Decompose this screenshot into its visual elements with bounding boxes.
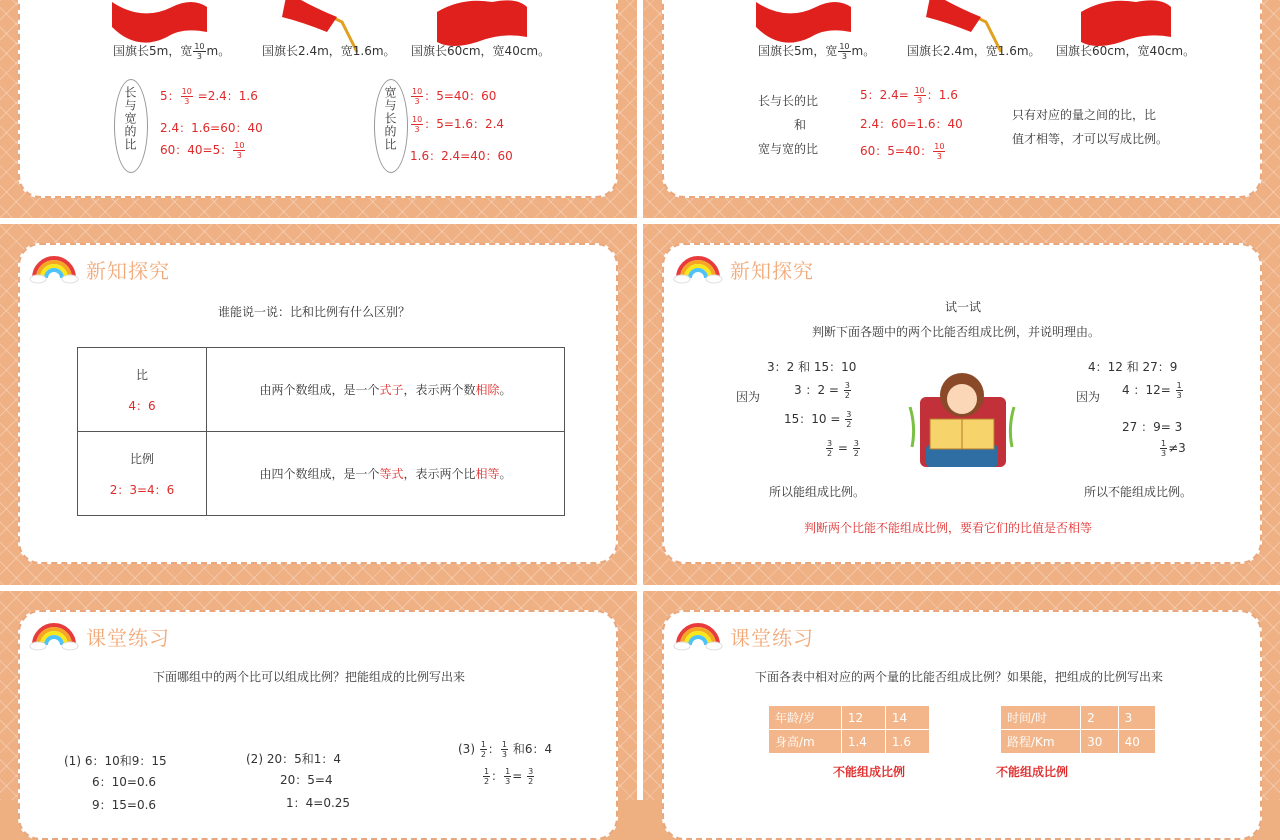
slide-header [674, 251, 814, 287]
length-width-ratio-label: 长与宽的比 [123, 86, 137, 151]
exercise-1-step-2: 9：15=0.6 [92, 798, 157, 812]
table-row [1001, 706, 1156, 730]
label-long-long: 长与长的比 [758, 94, 819, 108]
ratio-eq-4: $\frac{10}{3}$ ：5=40：60 [412, 87, 497, 106]
flag-caption-2: 国旗长2.4m，宽1.6m。 [262, 44, 396, 58]
note-line-2: 值才相等，才可以写成比例。 [1012, 132, 1169, 146]
subtitle: 试一试 [945, 300, 982, 314]
ratio-eq-6: 1.6：2.4=40：60 [410, 149, 513, 163]
table-row [769, 730, 930, 754]
flag-caption-1: 国旗长5m，宽 $\frac{10}{3}$ m。 [113, 42, 231, 61]
key-tip: 判断两个比能不能组成比例，要看它们的比值是否相等 [804, 521, 1093, 535]
age-height-table [768, 705, 930, 754]
table-cell: 1.4 [841, 730, 885, 754]
exercise-2-step-2: 1：4=0.25 [286, 796, 351, 810]
rainbow-icon [674, 254, 722, 284]
slide-2[interactable] [643, 0, 1280, 218]
slide-5[interactable] [0, 591, 637, 812]
table-cell: 40 [1118, 730, 1155, 754]
calc-2: 15：10 = $\frac{3}{2}$ [784, 410, 852, 429]
reading-girl-illustration [902, 367, 1022, 479]
rainbow-icon [674, 621, 722, 651]
table-row [769, 706, 930, 730]
conclusion-2: 所以不能组成比例。 [1084, 485, 1193, 499]
calc-3: $\frac{3}{2}$ = $\frac{3}{2}$ [827, 439, 859, 458]
flag-caption-2: 国旗长2.4m，宽1.6m。 [907, 44, 1041, 58]
term-cell: 比 4：6 [78, 348, 207, 432]
comparison-table [77, 347, 565, 516]
table-cell: 12 [841, 706, 885, 730]
flag-caption-3: 国旗长60cm，宽40cm。 [411, 44, 551, 58]
calc-6: $\frac{1}{3}$ ≠3 [1161, 439, 1186, 458]
label-and: 和 [794, 118, 807, 132]
table-row [78, 432, 565, 516]
ratio-eq-1: 5：2.4= $\frac{10}{3}$ ：1.6 [860, 86, 958, 105]
slide-title: 课堂练习 [730, 625, 814, 650]
table-cell: 时间/时 [1001, 706, 1081, 730]
table-cell: 14 [885, 706, 929, 730]
flag-caption-3: 国旗长60cm，宽40cm。 [1056, 44, 1196, 58]
slide-header [30, 251, 170, 287]
slide-card [662, 610, 1262, 840]
slide-3[interactable] [0, 224, 637, 585]
exercise-2: (2) 20：5和1：4 [246, 752, 341, 766]
instruction-text: 下面各表中相对应的两个量的比能否组成比例？如果能，把组成的比例写出来 [755, 670, 1164, 684]
rainbow-icon [30, 254, 78, 284]
slide-card [18, 0, 618, 198]
term-cell: 比例 2：3=4：6 [78, 432, 207, 516]
instruction-text: 判断下面各题中的两个比能否组成比例，并说明理由。 [812, 325, 1101, 339]
slide-title: 课堂练习 [86, 625, 170, 650]
ratio-eq-5: $\frac{10}{3}$ ：5=1.6：2.4 [412, 115, 505, 134]
question-text: 谁能说一说：比和比例有什么区别？ [218, 305, 411, 319]
because-label: 因为 [736, 390, 761, 404]
table-row [1001, 730, 1156, 754]
instruction-text: 下面哪组中的两个比可以组成比例？把能组成的比例写出来 [153, 670, 466, 684]
slide-card [18, 243, 618, 564]
label-wide-wide: 宽与宽的比 [758, 142, 819, 156]
table-cell: 30 [1081, 730, 1118, 754]
rainbow-icon [30, 621, 78, 651]
table-cell: 路程/Km [1001, 730, 1081, 754]
problem-1: 3：2 和 15：10 [767, 360, 857, 374]
table-cell: 3 [1118, 706, 1155, 730]
table-row [78, 348, 565, 432]
because-label: 因为 [1076, 390, 1101, 404]
slide-4[interactable] [643, 224, 1280, 585]
verdict-2: 不能组成比例 [996, 765, 1069, 779]
ratio-eq-2: 2.4：1.6=60：40 [160, 121, 263, 135]
exercise-3: (3) $\frac{1}{2}$ ： $\frac{1}{3}$ 和6：4 [458, 740, 553, 759]
flag-caption-1: 国旗长5m，宽 $\frac{10}{3}$ m。 [758, 42, 876, 61]
calc-1: 3 ：2 = $\frac{3}{2}$ [794, 381, 850, 400]
table-cell: 年龄/岁 [769, 706, 842, 730]
table-cell: 2 [1081, 706, 1118, 730]
note-line-1: 只有对应的量之间的比，比 [1012, 108, 1157, 122]
exercise-1: (1) 6：10和9：15 [64, 754, 167, 768]
exercise-2-step-1: 20：5=4 [280, 773, 333, 787]
problem-2: 4：12 和 27：9 [1088, 360, 1178, 374]
slide-title: 新知探究 [86, 258, 170, 283]
width-length-ratio-label: 宽与长的比 [383, 86, 397, 151]
definition-cell: 由两个数组成，是一个式子，表示两个数相除。 [207, 348, 565, 432]
ratio-eq-3: 60：40=5： $\frac{10}{3}$ [160, 141, 245, 160]
slide-card [662, 243, 1262, 564]
table-cell: 身高/m [769, 730, 842, 754]
slide-6[interactable] [643, 591, 1280, 800]
slide-card [662, 0, 1262, 198]
definition-cell: 由四个数组成，是一个等式，表示两个比相等。 [207, 432, 565, 516]
conclusion-1: 所以能组成比例。 [769, 485, 866, 499]
slide-header [674, 618, 814, 654]
ratio-eq-1: 5： $\frac{10}{3}$ =2.4：1.6 [160, 87, 258, 106]
slide-1[interactable] [0, 0, 637, 218]
table-cell: 1.6 [885, 730, 929, 754]
slide-header [30, 618, 170, 654]
exercise-1-step-1: 6：10=0.6 [92, 775, 157, 789]
slide-title: 新知探究 [730, 258, 814, 283]
exercise-3-step-1: $\frac{1}{2}$ ： $\frac{1}{3}$ = $\frac{3}{2}$ [484, 767, 534, 786]
slide-card [18, 610, 618, 840]
ratio-eq-2: 2.4：60=1.6：40 [860, 117, 963, 131]
verdict-1: 不能组成比例 [833, 765, 906, 779]
ratio-eq-3: 60：5=40： $\frac{10}{3}$ [860, 142, 945, 161]
time-distance-table [1000, 705, 1156, 754]
calc-4: 4 ：12= $\frac{1}{3}$ [1122, 381, 1182, 400]
calc-5: 27 ：9= 3 [1122, 420, 1183, 434]
